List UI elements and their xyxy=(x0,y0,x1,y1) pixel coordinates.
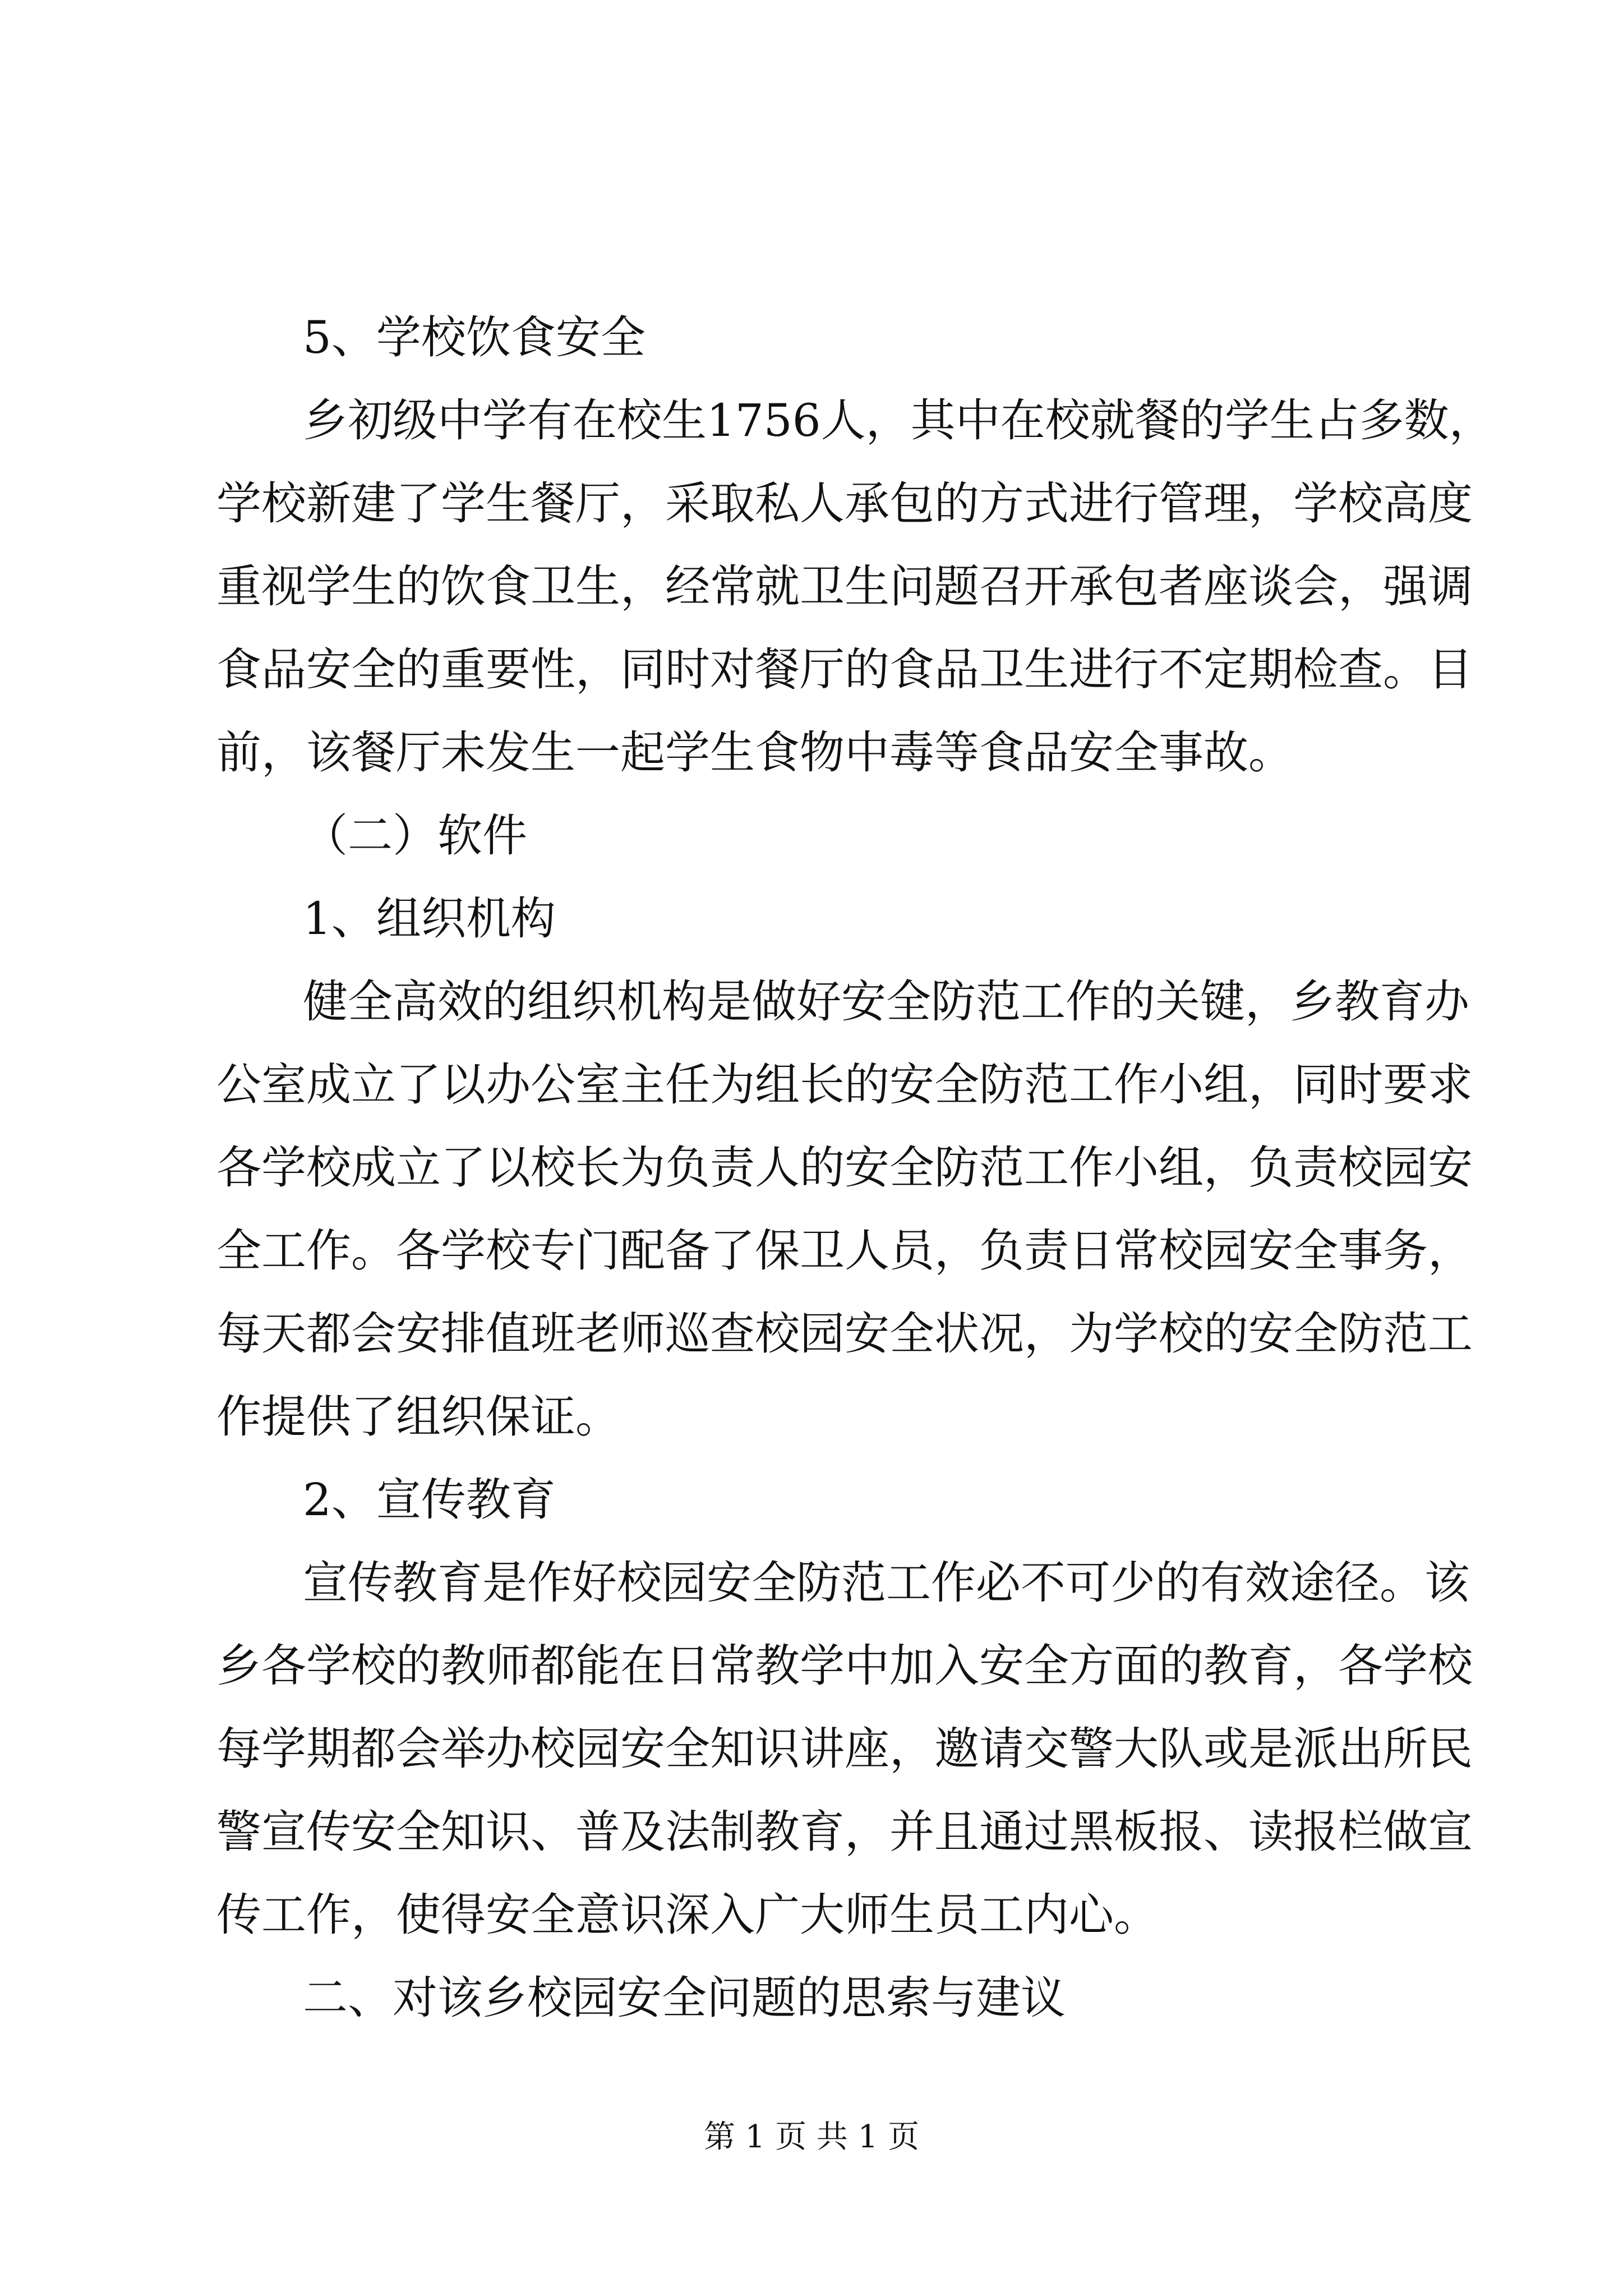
section-heading: （二）软件 xyxy=(303,809,527,862)
paragraph-line: 乡初级中学有在校生1756人，其中在校就餐的学生占多数， xyxy=(303,394,1494,447)
paragraph-line: 前，该餐厅未发生一起学生食物中毒等食品安全事故。 xyxy=(216,726,1293,779)
paragraph-line: 全工作。各学校专门配备了保卫人员，负责日常校园安全事务， xyxy=(216,1225,1473,1277)
paragraph-line: 各学校成立了以校长为负责人的安全防范工作小组，负责校园安 xyxy=(216,1142,1473,1194)
paragraph-line: 食品安全的重要性，同时对餐厅的食品卫生进行不定期检查。目 xyxy=(216,643,1473,696)
paragraph-line: 公室成立了以办公室主任为组长的安全防范工作小组，同时要求 xyxy=(216,1059,1473,1111)
paragraph-line: 作提供了组织保证。 xyxy=(216,1391,620,1443)
section-heading: 二、对该乡校园安全问题的思索与建议 xyxy=(303,1972,1066,2024)
paragraph-line: 宣传教育是作好校园安全防范工作必不可少的有效途径。该 xyxy=(303,1557,1469,1609)
section-heading: 2、宣传教育 xyxy=(303,1474,556,1526)
paragraph-line: 重视学生的饮食卫生，经常就卫生问题召开承包者座谈会，强调 xyxy=(216,560,1473,613)
paragraph-line: 学校新建了学生餐厅，采取私人承包的方式进行管理，学校高度 xyxy=(216,477,1473,530)
paragraph-line: 传工作，使得安全意识深入广大师生员工内心。 xyxy=(216,1889,1159,1941)
page-footer: 第 1 页 共 1 页 xyxy=(703,2119,920,2155)
section-heading: 5、学校饮食安全 xyxy=(303,311,645,364)
paragraph-line: 健全高效的组织机构是做好安全防范工作的关键，乡教育办 xyxy=(303,976,1469,1028)
paragraph-line: 乡各学校的教师都能在日常教学中加入安全方面的教育，各学校 xyxy=(216,1640,1473,1692)
paragraph-line: 每学期都会举办校园安全知识讲座，邀请交警大队或是派出所民 xyxy=(216,1723,1473,1775)
section-heading: 1、组织机构 xyxy=(303,892,556,945)
paragraph-line: 每天都会安排值班老师巡查校园安全状况，为学校的安全防范工 xyxy=(216,1308,1473,1360)
paragraph-line: 警宣传安全知识、普及法制教育，并且通过黑板报、读报栏做宣 xyxy=(216,1806,1473,1858)
